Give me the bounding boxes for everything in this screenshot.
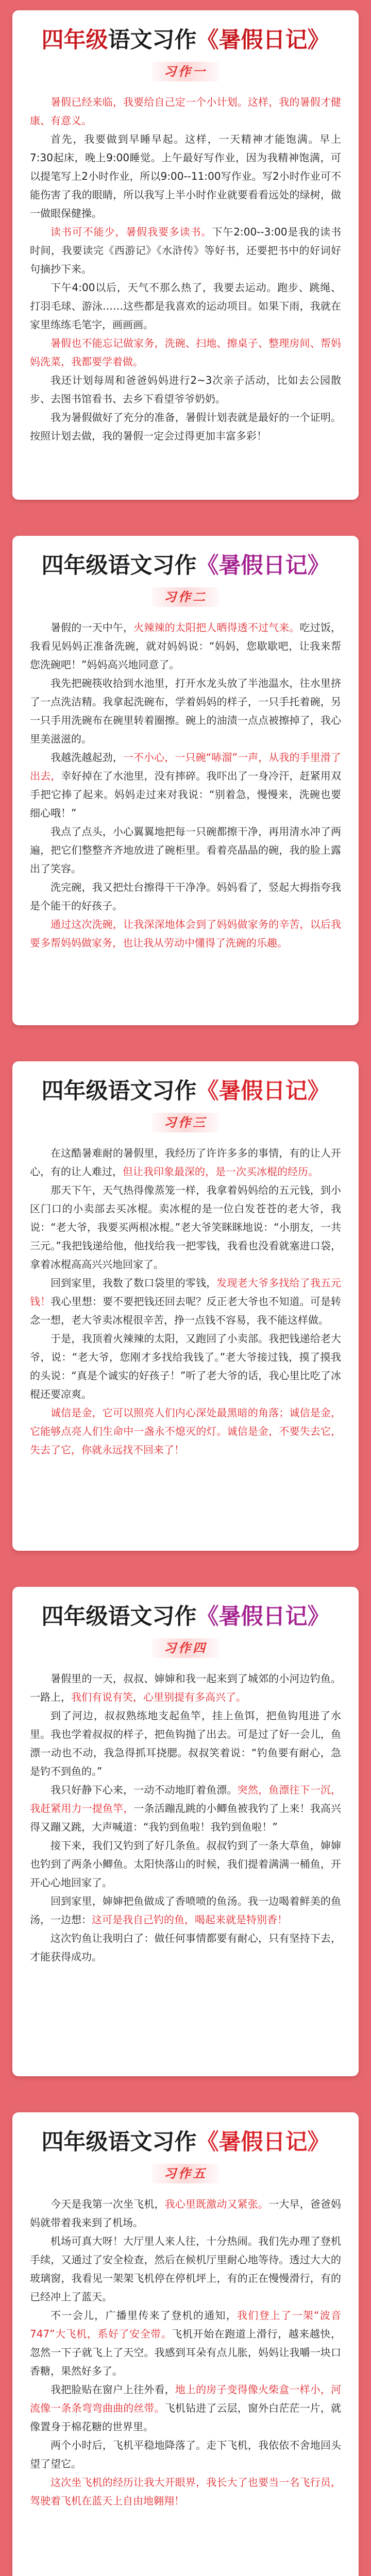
- essay-body: [30, 618, 341, 952]
- essay-title: [30, 26, 341, 55]
- title-subject: 语文习作: [108, 1078, 197, 1104]
- body-text: 我点了点头，小心翼翼地把每一只碗都擦干净，再用清水冲了两遍，把它们整整齐齐地放进了碗柜里。看着亮晶晶的碗，我的脸上露出了笑容。: [30, 825, 341, 875]
- title-topic: 《暑假日记》: [196, 553, 330, 579]
- paragraph: [30, 1929, 341, 1966]
- essay-card-4: [12, 1587, 359, 2076]
- essay-number: 习作二: [152, 587, 219, 607]
- paragraph: [30, 408, 341, 445]
- essay-body: [30, 93, 341, 445]
- highlighted-text: 但让我印象最深的，是一次买冰棍的经历。: [123, 1165, 318, 1178]
- highlighted-text: 我们有说有笑，心里别提有多高兴了。: [71, 1691, 246, 1703]
- paragraph: [30, 1181, 341, 1274]
- body-text: 飞机钻进了云层，窗外白茫茫一片，就像置身于棉花糖的世界里。: [30, 2402, 342, 2433]
- title-grade: 四年级: [41, 2129, 108, 2155]
- essay-number: 习作三: [152, 1113, 219, 1132]
- body-text: 今天是我第一次坐飞机，: [50, 2198, 165, 2210]
- title-grade: 四年级: [41, 553, 108, 579]
- essay-title: [30, 551, 341, 580]
- essay-card-3: [12, 1061, 359, 1551]
- body-text: 飞机开始在跑道上滑行，越来越快，忽然一下子就飞上了天空。我感到耳朵有点儿胀，妈妈让我嚼一块口香糖，果然好多了。: [30, 2328, 341, 2377]
- body-text: 不一会儿，广播里传来了登机的通知，: [50, 2309, 237, 2321]
- title-subject: 语文习作: [108, 2129, 197, 2155]
- body-text: 一大早，爸爸妈妈就带着我来到了机场。: [30, 2198, 342, 2229]
- body-text: 两个小时后，飞机平稳地降落了。走下飞机，我依依不舍地回头望了望它。: [30, 2439, 341, 2470]
- paragraph: [30, 822, 341, 878]
- essay-number: 习作四: [152, 1638, 219, 1658]
- paragraph: [30, 130, 341, 223]
- body-text: 一条活蹦乱跳的小鲫鱼被我钓了上来！我高兴得又蹦又跳，大声喊道：“我钓到鱼啦！我钓到鱼啦！”: [30, 1802, 342, 1833]
- body-text: 我把脸贴在窗户上往外看，: [50, 2383, 175, 2396]
- paragraph: [30, 2380, 341, 2436]
- paragraph: [30, 1274, 341, 1329]
- highlighted-text: 突然，鱼漂往下一沉，我赶紧用力一提鱼竿，: [30, 1784, 342, 1815]
- body-text: 回到家里，我数了数口袋里的零钱，: [50, 1277, 217, 1289]
- title-topic: 《暑假日记》: [196, 2129, 330, 2155]
- body-text: 于是，我顶着火辣辣的太阳，又跑回了小卖部。我把钱递给老大爷，说：“老大爷，您刚才多找给我钱了。”老大爷接过钱，摸了摸我的头说：“真是个诚实的好孩子！”听了老大爷的话，我心里比吃了冰棍还要凉爽。: [30, 1332, 341, 1400]
- body-text: 那天下午，天气热得像蒸笼一样，我拿着妈妈给的五元钱，到小区门口的小卖部去买冰棍。卖冰棍的是一位白发苍苍的老大爷，我说：“老大爷，我要买两根冰棍。”老大爷笑眯眯地说：“小朋友，一共三元。”我把钱递给他，他找给我一把零钱，我看也没看就塞进口袋，拿着冰棍高高兴兴地回家了。: [30, 1184, 341, 1270]
- highlighted-text: 这可是我自己钓的鱼，喝起来就是特别香！: [92, 1913, 288, 1926]
- paragraph: [30, 371, 341, 408]
- essay-title: [30, 1602, 341, 1631]
- highlighted-text: 诚信是金，它可以照亮人们内心深处最黑暗的角落；诚信是金，它能够点亮人们生命中一盏永不熄灭的灯。诚信是金，不要失去它，失去了它，你就永远找不回来了！: [30, 1406, 341, 1456]
- paragraph: [30, 223, 341, 278]
- essay-card-5: [12, 2112, 359, 2576]
- highlighted-text: 火辣辣的太阳把人晒得透不过气来。: [133, 621, 300, 634]
- paragraph: [30, 1836, 341, 1892]
- body-text: 幸好掉在了水池里，没有摔碎。我吓出了一身冷汗，赶紧用双手把它捧了起来。妈妈走过来对我说：“别着急，慢慢来，洗碗也要细心哦！”: [30, 770, 342, 819]
- body-text: 洗完碗，我又把灶台擦得干干净净。妈妈看了，竖起大拇指夸我是个能干的好孩子。: [30, 881, 341, 912]
- paragraph: [30, 2473, 341, 2510]
- essay-number: 习作一: [152, 62, 219, 81]
- body-text: 暑假里的一天，叔叔、婶婶和我一起来到了城郊的小河边钓鱼。一路上，: [30, 1672, 341, 1703]
- paragraph: [30, 618, 341, 674]
- paragraph: [30, 1892, 341, 1929]
- body-text: 这次钓鱼让我明白了：做任何事情都要有耐心，只有坚持下去，才能获得成功。: [30, 1932, 341, 1963]
- paragraph: [30, 878, 341, 915]
- title-topic: 《暑假日记》: [196, 1604, 330, 1630]
- body-text: 我先把碗筷收拾到水池里，打开水龙头放了半池温水，往水里挤了一点洗洁精。我拿起洗碗布，学着妈妈的样子，一只手托着碗，另一只手用洗碗布在碗里转着圈擦。碗上的油渍一点点被擦掉了，我心里美滋滋的。: [30, 677, 341, 745]
- body-text: 我只好静下心来，一动不动地盯着鱼漂。: [50, 1784, 238, 1796]
- essay-body: [30, 1669, 341, 1966]
- highlighted-text: 暑假也不能忘记做家务，洗碗、扫地、擦桌子、整理房间、帮妈妈洗菜，我都要学着做。: [30, 337, 341, 368]
- paragraph: [30, 1781, 341, 1836]
- title-subject: 语文习作: [108, 1604, 197, 1630]
- paragraph: [30, 93, 341, 130]
- body-text: 下午4:00以后，天气不那么热了，我要去运动。跑步、跳绳、打羽毛球、游泳……这些都是我喜欢的运动项目。如果下雨，我就在家里练练毛笔字，画画画。: [30, 281, 341, 331]
- paragraph: [30, 674, 341, 748]
- paragraph: [30, 2436, 341, 2473]
- body-text: 暑假的一天中午，: [50, 621, 134, 634]
- paragraph: [30, 1403, 341, 1459]
- body-text: 在这酷暑难耐的暑假里，我经历了许许多多的事情，有的让人开心，有的让人难过，: [30, 1147, 341, 1178]
- essay-card-2: [12, 536, 359, 1025]
- highlighted-text: 我心里既激动又紧张。: [164, 2198, 269, 2210]
- essay-title: [30, 1077, 341, 1106]
- highlighted-text: 一不小心，一只碗“哧溜”一声，从我的手里滑了出去，: [30, 751, 341, 782]
- highlighted-text: 暑假已经来临，我要给自己定一个小计划。这样，我的暑假才健康、有意义。: [30, 96, 341, 127]
- paragraph: [30, 1329, 341, 1403]
- paragraph: [30, 2195, 341, 2232]
- title-topic: 《暑假日记》: [196, 27, 330, 53]
- title-grade: 四年级: [41, 1078, 108, 1104]
- body-text: 吃过饭，我看见妈妈正准备洗碗，就对妈妈说：“妈妈，您歇歇吧，让我来帮您洗碗吧！”妈妈高兴地同意了。: [30, 621, 342, 671]
- body-text: 机场可真大呀！大厅里人来人往，十分热闹。我们先办理了登机手续，又通过了安全检查，然后在候机厅里耐心地等待。透过大大的玻璃窗，我看见一架架飞机停在停机坪上，有的正在慢慢滑行，有的已经冲上了蓝天。: [30, 2235, 341, 2303]
- highlighted-text: 地上的房子变得像火柴盒一样小，河流像一条条弯弯曲曲的丝带。: [30, 2383, 342, 2414]
- paragraph: [30, 1144, 341, 1181]
- essay-body: [30, 1144, 341, 1459]
- paragraph: [30, 748, 341, 822]
- paragraph: [30, 1706, 341, 1781]
- title-subject: 语文习作: [108, 553, 197, 579]
- body-text: 到了河边，叔叔熟练地支起鱼竿，挂上鱼饵，把鱼钩甩进了水里。我也学着叔叔的样子，把鱼钩抛了出去。可是过了好一会儿，鱼漂一动也不动，我急得抓耳挠腮。叔叔笑着说：“钓鱼要有耐心，急是钓不到鱼的。”: [30, 1709, 341, 1777]
- essay-title: [30, 2128, 341, 2157]
- body-text: 我为暑假做好了充分的准备，暑假计划表就是最好的一个证明。按照计划去做，我的暑假一定会过得更加丰富多彩！: [30, 411, 341, 442]
- paragraph: [30, 915, 341, 952]
- highlighted-text: 读书可不能少，暑假我要多读书。: [50, 226, 212, 238]
- highlighted-text: 我们登上了一架“波音747”大飞机，系好了安全带。: [30, 2309, 342, 2340]
- title-grade: 四年级: [41, 27, 108, 53]
- essay-card-1: [12, 10, 359, 500]
- body-text: 我心里想：要不要把钱还回去呢？反正老大爷也不知道。可是转念一想，老大爷卖冰棍很辛苦，挣一点钱不容易，我不能这样做。: [30, 1295, 342, 1326]
- body-text: 回到家里，婶婶把鱼做成了香喷喷的鱼汤。我一边喝着鲜美的鱼汤，一边想：: [30, 1895, 341, 1926]
- title-subject: 语文习作: [108, 27, 197, 53]
- paragraph: [30, 278, 341, 334]
- title-grade: 四年级: [41, 1604, 108, 1630]
- title-topic: 《暑假日记》: [196, 1078, 330, 1104]
- body-text: 首先，我要做到早睡早起。这样，一天精神才能饱满。早上7:30起床，晚上9:00睡觉。上午最好写作业，因为我精神饱满，可以提笔写上2小时作业，所以9:00--11:00写作业。写2小时作业可不能伤害了我的眼睛，所以我写上半小时作业就要看看远处的绿树，做一做眼保健操。: [30, 133, 341, 219]
- body-text: 我越洗越起劲，: [50, 751, 123, 764]
- highlighted-text: 通过这次洗碗，让我深深地体会到了妈妈做家务的辛苦，以后我要多帮妈妈做家务，也让我从劳动中懂得了洗碗的乐趣。: [30, 918, 341, 949]
- body-text: 接下来，我们又钓到了好几条鱼。叔叔钓到了一条大草鱼，婶婶也钓到了两条小鲫鱼。太阳快落山的时候，我们提着满满一桶鱼，开开心心地回家了。: [30, 1839, 341, 1889]
- essay-body: [30, 2195, 341, 2510]
- highlighted-text: 这次坐飞机的经历让我大开眼界，我长大了也要当一名飞行员，驾驶着飞机在蓝天上自由地翱翔！: [30, 2476, 341, 2507]
- essay-number: 习作五: [152, 2164, 219, 2183]
- body-text: 我还计划每周和爸爸妈妈进行2~3次亲子活动，比如去公园散步、去图书馆看书、去乡下看望爷爷奶奶。: [30, 374, 341, 405]
- highlighted-text: 发现老大爷多找给了我五元钱！: [30, 1277, 342, 1308]
- body-text: 下午2:00--3:00是我的读书时间，我要读完《西游记》《水浒传》等好书，还要把书中的好词好句摘抄下来。: [30, 226, 342, 275]
- paragraph: [30, 2232, 341, 2306]
- paragraph: [30, 2306, 341, 2380]
- paragraph: [30, 1669, 341, 1706]
- paragraph: [30, 334, 341, 371]
